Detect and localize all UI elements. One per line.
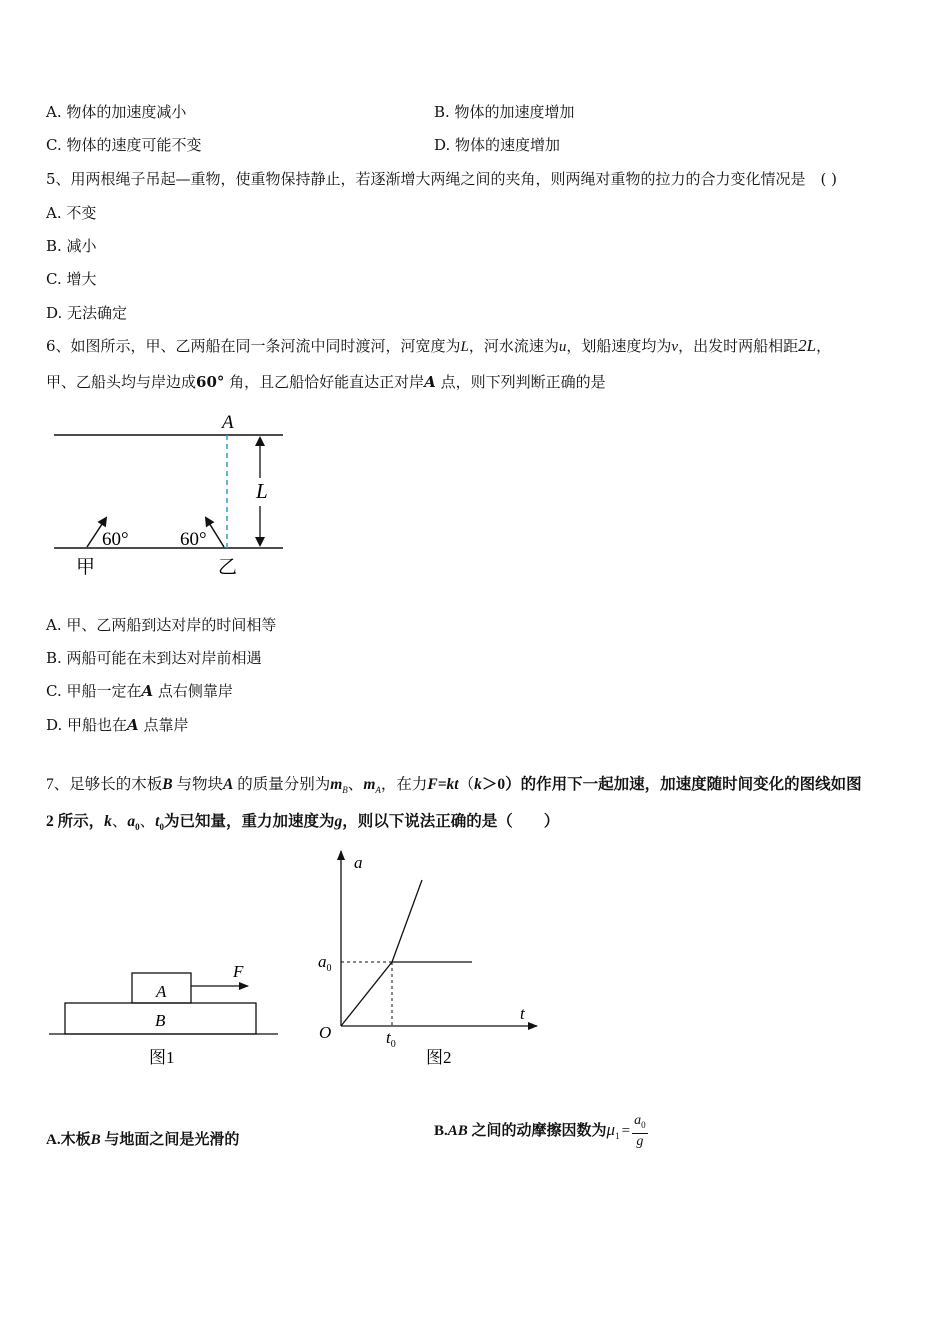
q6-option-a: A. 甲、乙两船到达对岸的时间相等: [46, 616, 277, 634]
var-k: k: [474, 776, 482, 793]
q7-option-text: 与地面之间是光滑的: [100, 1132, 240, 1148]
q7-stem-text: 与物块: [172, 776, 223, 793]
equals-sign: =: [621, 1123, 631, 1139]
q4-option-c: C. 物体的速度可能不变: [46, 136, 202, 154]
tick-a0: $a_0$: [318, 952, 332, 974]
force-expression: F=kt: [427, 776, 459, 793]
q6-stem-text: ，划船速度均为: [566, 337, 672, 355]
q6-option-text: D. 甲船也在: [46, 716, 128, 734]
q5-option-b: B. 减小: [46, 237, 97, 255]
q7-option-text: 之间的动摩擦因数为: [467, 1123, 607, 1139]
axis-label-t: t: [520, 1004, 525, 1023]
q6-option-text: 点右侧靠岸: [153, 682, 233, 700]
caption-fig1: 图1: [149, 1048, 175, 1067]
var-mA: m: [363, 776, 376, 793]
var-mA-sub: A: [375, 785, 381, 796]
var-a0: a: [127, 813, 136, 830]
q7-stem-text: （: [458, 776, 475, 793]
q4-option-b: B. 物体的加速度增加: [434, 103, 575, 121]
var-t0: t: [155, 813, 160, 830]
q6-option-b: B. 两船可能在未到达对岸前相遇: [46, 649, 262, 667]
q4-option-d: D. 物体的速度增加: [434, 136, 561, 154]
point-A: A: [424, 373, 436, 391]
var-L: L: [460, 339, 469, 355]
frac-denominator: g: [636, 1133, 644, 1149]
label-B: B: [155, 1011, 166, 1030]
caption-fig2: 图2: [426, 1048, 452, 1067]
q6-stem-text: 甲、乙船头均与岸边成: [46, 373, 197, 391]
q7-stem-text: 、: [139, 813, 156, 830]
var-mB-sub: B: [342, 785, 348, 796]
q7-stem-text: ，在力: [380, 776, 428, 793]
q6-stem-text: ，: [816, 337, 832, 355]
q6-stem-text: 点，则下列判断正确的是: [435, 373, 606, 391]
q5-option-c: C. 增大: [46, 270, 97, 288]
var-g: g: [334, 813, 343, 830]
var-B: B: [162, 776, 173, 793]
q5-option-d: D. 无法确定: [46, 304, 128, 322]
q6-stem-text: ，河水流速为: [468, 337, 559, 355]
q7-option-b: [434, 1110, 648, 1156]
q6-stem-text: 6、如图所示，甲、乙两船在同一条河流中同时渡河，河宽度为: [46, 337, 461, 355]
q5-stem: 5、用两根绳子吊起—重物，使重物保持静止，若逐渐增大两绳之间的夹角，则两绳对重物的拉力的合力变化情况是 ( ): [46, 170, 838, 188]
q5-option-a: A. 不变: [46, 204, 97, 222]
point-A: A: [127, 716, 139, 734]
q7-stem-text: 为已知量，重力加速度为: [163, 813, 335, 830]
angle-jia: 60°: [102, 529, 129, 550]
segment-1: [341, 962, 392, 1026]
q7-stem-text: 7、足够长的木板: [46, 776, 163, 793]
frac-numerator-sub: 0: [641, 1119, 646, 1130]
q7-stem-line2: [46, 812, 559, 837]
angle-60: 60°: [196, 373, 225, 391]
q6-river-figure: [40, 408, 300, 583]
q6-option-text: 点靠岸: [138, 716, 189, 734]
q6-option-text: C. 甲船一定在: [46, 682, 142, 700]
tick-t0: $t_0$: [386, 1028, 396, 1050]
origin-label: O: [319, 1023, 332, 1042]
mu-sub: 1: [615, 1131, 620, 1141]
var-B: B: [90, 1132, 101, 1148]
var-k: k: [104, 813, 112, 830]
q7-figure-2: [310, 843, 550, 1073]
angle-yi: 60°: [180, 529, 207, 550]
mu-symbol: μ: [606, 1120, 616, 1139]
q6-stem-text: 角，且乙船恰好能直达正对岸: [224, 373, 425, 391]
q4-option-a: A. 物体的加速度减小: [46, 103, 187, 121]
q6-stem-line2: [46, 372, 606, 392]
label-A: A: [222, 412, 234, 433]
var-t0-sub: 0: [159, 822, 164, 833]
q7-stem-line1: [46, 775, 862, 800]
var-a0-sub: 0: [135, 822, 140, 833]
label-jia: 甲: [76, 557, 96, 578]
yi-boat-arrow: [206, 518, 224, 547]
q7-stem-text: ＞0）的作用下一起加速，加速度随时间变化的图线如图: [481, 776, 862, 793]
q7-stem-text: 、: [347, 776, 364, 793]
q7-stem-text: 2 所示，: [46, 813, 105, 830]
label-F: F: [233, 962, 244, 981]
point-A: A: [141, 682, 154, 700]
q7-stem-text: 的质量分别为: [233, 776, 331, 793]
q7-figure-1: [45, 955, 285, 1070]
q7-stem-text: ，则以下说法正确的是（ ）: [342, 813, 560, 830]
frac-numerator: a: [634, 1113, 642, 1129]
label-L: L: [256, 479, 268, 503]
var-AB: AB: [447, 1123, 468, 1139]
var-u: u: [558, 339, 567, 355]
q7-option-a: [46, 1130, 239, 1150]
label-yi: 乙: [218, 557, 238, 578]
q7-stem-text: 、: [111, 813, 128, 830]
q6-stem-line1: [46, 336, 831, 357]
fraction-a0-over-g: [632, 1113, 648, 1150]
q6-stem-text: ，出发时两船相距: [678, 337, 799, 355]
q6-option-c: [46, 681, 233, 701]
q7-option-text: A.木板: [46, 1132, 91, 1148]
q7-option-text: B.: [434, 1123, 448, 1139]
var-mB: m: [330, 776, 343, 793]
axis-label-a: a: [354, 853, 363, 872]
q6-option-d: [46, 715, 188, 735]
var-v: v: [671, 339, 679, 355]
var-A: A: [223, 776, 234, 793]
label-A: A: [156, 982, 167, 1001]
var-2L: 2L: [798, 336, 817, 355]
segment-2-steep: [392, 880, 422, 962]
